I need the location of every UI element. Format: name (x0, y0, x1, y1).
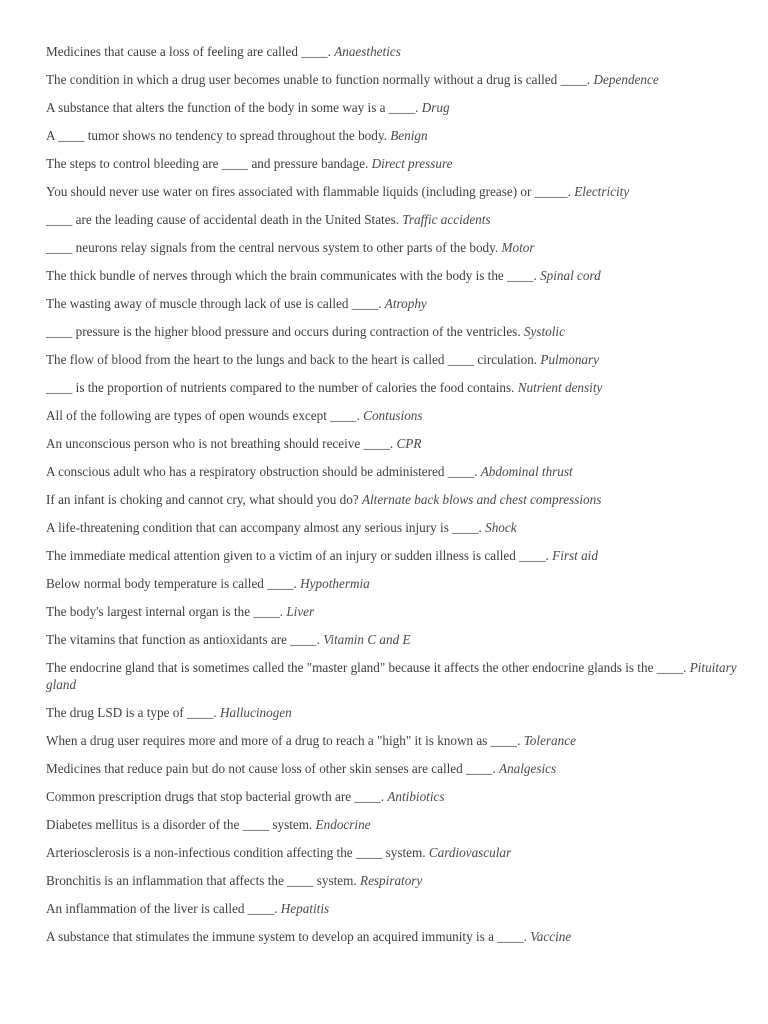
question-text: Below normal body temperature is called ____. (46, 576, 297, 591)
question-text: A conscious adult who has a respiratory obstruction should be administered ____. (46, 464, 478, 479)
question-item (46, 929, 746, 957)
question-item (46, 604, 746, 632)
answer-text: Dependence (593, 72, 659, 87)
answer-text: Hallucinogen (219, 705, 292, 720)
question-text: An unconscious person who is not breathing should receive ____. (46, 436, 394, 451)
answer-text: Pituitary gland (46, 660, 737, 692)
answer-text: Pulmonary (540, 352, 599, 367)
answer-text: Benign (390, 128, 428, 143)
question-text: Bronchitis is an inflammation that affects the ____ system. (46, 873, 357, 888)
answer-text: CPR (396, 436, 422, 451)
question-text: The vitamins that function as antioxidants are ____. (46, 632, 320, 647)
question-text: The flow of blood from the heart to the lungs and back to the heart is called ____ circulation. (46, 352, 538, 367)
answer-text: First aid (552, 548, 598, 563)
question-text: Medicines that reduce pain but do not cause loss of other skin senses are called ____. (46, 761, 496, 776)
question-text: A life-threatening condition that can accompany almost any serious injury is ____. (46, 520, 482, 535)
question-text: The condition in which a drug user becomes unable to function normally without a drug is called ____. (46, 72, 591, 87)
question-item (46, 632, 746, 660)
question-item (46, 576, 746, 604)
question-text: ____ neurons relay signals from the central nervous system to other parts of the body. (46, 240, 499, 255)
answer-text: Analgesics (499, 761, 557, 776)
answer-text: Shock (485, 520, 517, 535)
answer-text: Direct pressure (371, 156, 453, 171)
question-text: The steps to control bleeding are ____ and pressure bandage. (46, 156, 369, 171)
answer-text: Atrophy (384, 296, 427, 311)
question-item (46, 733, 746, 761)
question-text: Arteriosclerosis is a non-infectious condition affecting the ____ system. (46, 845, 426, 860)
answer-text: Motor (501, 240, 535, 255)
question-item (46, 44, 746, 72)
question-text: A substance that stimulates the immune system to develop an acquired immunity is a ____. (46, 929, 527, 944)
question-item (46, 324, 746, 352)
question-text: The drug LSD is a type of ____. (46, 705, 217, 720)
answer-text: Tolerance (523, 733, 576, 748)
question-item (46, 660, 746, 705)
question-item (46, 464, 746, 492)
question-item (46, 100, 746, 128)
question-text: An inflammation of the liver is called ____. (46, 901, 278, 916)
answer-text: Antibiotics (387, 789, 445, 804)
answer-text: Vaccine (530, 929, 572, 944)
question-item (46, 240, 746, 268)
question-text: Medicines that cause a loss of feeling are called ____. (46, 44, 331, 59)
question-item (46, 817, 746, 845)
question-item (46, 705, 746, 733)
answer-text: Abdominal thrust (480, 464, 573, 479)
question-text: ____ are the leading cause of accidental death in the United States. (46, 212, 399, 227)
question-text: The thick bundle of nerves through which the brain communicates with the body is the ____. (46, 268, 537, 283)
answer-text: Traffic accidents (402, 212, 491, 227)
question-answer-list (46, 44, 746, 957)
question-item (46, 408, 746, 436)
question-item (46, 268, 746, 296)
answer-text: Anaesthetics (334, 44, 401, 59)
question-text: A ____ tumor shows no tendency to spread throughout the body. (46, 128, 387, 143)
question-item (46, 761, 746, 789)
question-item (46, 128, 746, 156)
question-item (46, 548, 746, 576)
answer-text: Nutrient density (517, 380, 603, 395)
question-text: The body's largest internal organ is the ____. (46, 604, 284, 619)
question-item (46, 156, 746, 184)
question-text: Diabetes mellitus is a disorder of the ____ system. (46, 817, 313, 832)
question-text: ____ pressure is the higher blood pressure and occurs during contraction of the ventricles. (46, 324, 521, 339)
question-item (46, 212, 746, 240)
answer-text: Hypothermia (300, 576, 370, 591)
question-text: The endocrine gland that is sometimes called the "master gland" because it affects the other endocrine glands is the ____. (46, 660, 687, 675)
question-item (46, 873, 746, 901)
question-text: A substance that alters the function of the body in some way is a ____. (46, 100, 419, 115)
answer-text: Endocrine (315, 817, 371, 832)
answer-text: Systolic (523, 324, 565, 339)
question-item (46, 380, 746, 408)
question-item (46, 184, 746, 212)
answer-text: Vitamin C and E (323, 632, 411, 647)
question-item (46, 436, 746, 464)
answer-text: Drug (421, 100, 450, 115)
answer-text: Respiratory (360, 873, 423, 888)
question-text: Common prescription drugs that stop bacterial growth are ____. (46, 789, 385, 804)
question-item (46, 845, 746, 873)
question-item (46, 296, 746, 324)
question-text: The immediate medical attention given to a victim of an injury or sudden illness is called ____. (46, 548, 549, 563)
question-item (46, 789, 746, 817)
answer-text: Cardiovascular (428, 845, 512, 860)
question-text: You should never use water on fires associated with flammable liquids (including grease) or _____. (46, 184, 571, 199)
question-text: If an infant is choking and cannot cry, what should you do? (46, 492, 359, 507)
question-text: ____ is the proportion of nutrients compared to the number of calories the food contains. (46, 380, 515, 395)
answer-text: Liver (286, 604, 315, 619)
answer-text: Alternate back blows and chest compressions (361, 492, 602, 507)
answer-text: Contusions (363, 408, 423, 423)
question-item (46, 492, 746, 520)
answer-text: Hepatitis (280, 901, 330, 916)
question-item (46, 352, 746, 380)
question-text: When a drug user requires more and more of a drug to reach a "high" it is known as ____. (46, 733, 521, 748)
question-item (46, 901, 746, 929)
question-item (46, 520, 746, 548)
answer-text: Spinal cord (540, 268, 601, 283)
answer-text: Electricity (574, 184, 630, 199)
question-text: All of the following are types of open wounds except ____. (46, 408, 360, 423)
question-item (46, 72, 746, 100)
question-text: The wasting away of muscle through lack of use is called ____. (46, 296, 382, 311)
